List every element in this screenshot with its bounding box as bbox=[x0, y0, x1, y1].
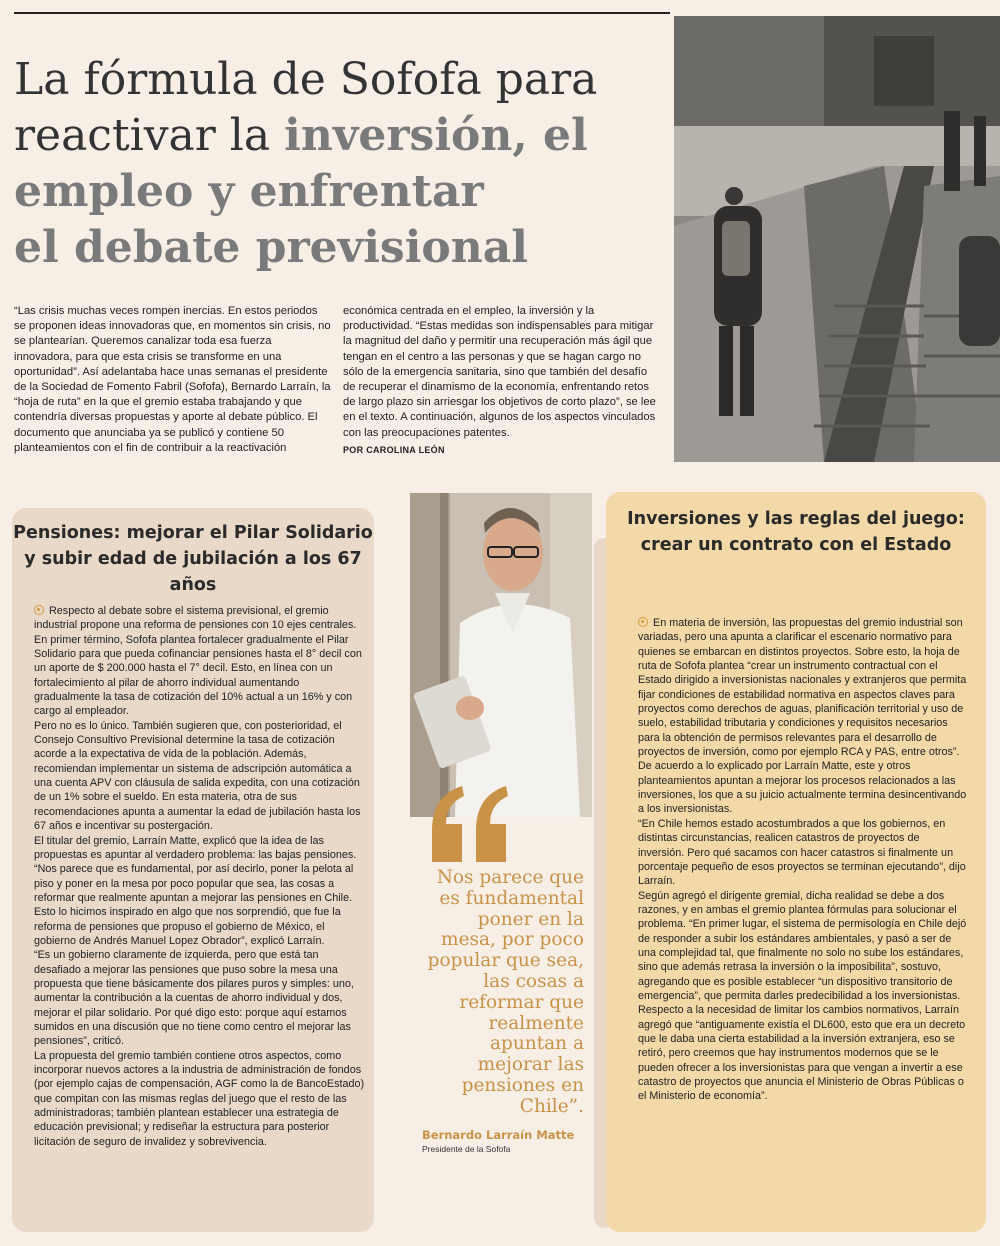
portrait-photo bbox=[410, 493, 592, 817]
pensiones-paragraph: La propuesta del gremio también contiene otros aspectos, como incorporar nuevos actores a la industria de administración de fondos (por ejemplo cajas de compensación, AGF como la de BancoEstado) que compitan con las mismas reglas del juego que el resto de las administradoras; también plantean establecer una estrategia de educación previsional; y rediseñar la estructura para posterior licitación de seguro de invalidez y sobrevivencia. bbox=[34, 1049, 365, 1148]
quote-marks-icon bbox=[424, 786, 514, 862]
pensiones-paragraph: “Es un gobierno claramente de izquierda, pero que está tan desafiado a mejorar las pensiones que puso sobre la mesa una propuesta que tiene básicamente dos pilares puros y simples: uno, aumentar la contribución a la cuentas de ahorro individual y dos, mejorar el pilar solidario. Por qué digo esto: porque aquí estamos sumidos en una discusión que no tiene como centro el mejorar las pensiones”, criticó. bbox=[34, 949, 354, 1048]
inversiones-paragraph: “En Chile hemos estado acostumbrados a que los gobiernos, en distintas circunstancias, realicen catastros de proyectos de inversión. Pero qué sacamos con hacer catastros si finalmente un porcentaje pequeño de esos proyectos se terminan ejecutando”, dijo Larraín. bbox=[638, 817, 966, 888]
headline-line2-bold: inversión, el bbox=[284, 110, 588, 161]
pull-quote: Nos parece que es fundamental poner en la mesa, por poco popular que sea, las cosas a reformar que realmente apuntan a mejorar las pensiones en Chile”. bbox=[427, 867, 584, 1117]
inversiones-title: Inversiones y las reglas del juego: crear un contrato con el Estado bbox=[627, 509, 965, 555]
lede-column-2 bbox=[343, 304, 661, 458]
headline bbox=[14, 52, 664, 276]
quote-role: Presidente de la Sofofa bbox=[422, 1144, 511, 1154]
quote-author: Bernardo Larraín Matte bbox=[422, 1128, 575, 1142]
inversiones-paragraph: Según agregó el dirigente gremial, dicha realidad se debe a dos razones, y en ambas el gremio plantea fórmulas para solucionar el problema. “En primer lugar, el sistema de permisología en Chile dejó de responder a subir los estándares ambientales, y pasó a ser de una complejidad tal, que finalmente no solo no sube los estándares, sino que además retrasa la inversión o la imposibilita”, sostuvo, agregando que es posible establecer “un dispositivo transitorio de emergencia”, que permita darles predecibilidad a los inversionistas. bbox=[638, 889, 967, 1002]
inversiones-paragraph bbox=[638, 616, 968, 759]
pensiones-paragraph-text: Respecto al debate sobre el sistema previsional, el gremio industrial propone una reforma de pensiones con 10 ejes centrales. En primer término, Sofofa plantea fortalecer gradualmente el Pilar Solidario para que pueda cofinanciar pensiones hasta el 8° decil con un aporte de $ 200.000 hasta el 7° decil. Esto, en línea con un fortalecimiento al pilar de ahorro individual aumentando gradualmente la tasa de cotización del 10% actual a un 16% y con cargo al empleador. bbox=[34, 605, 362, 718]
headline-line2-light: reactivar la bbox=[14, 110, 285, 161]
lede-column-1 bbox=[14, 304, 332, 456]
inversiones-paragraph: De acuerdo a lo explicado por Larraín Matte, este y otros planteamientos apuntan a mejorar los procesos relacionados a las inversiones, los que a su juicio actualmente termina desincentivando a los inversionistas. bbox=[638, 760, 967, 816]
pensiones-title: Pensiones: mejorar el Pilar Solidario y subir edad de jubilación a los 67 años bbox=[13, 523, 373, 595]
pensiones-paragraph: Pero no es lo único. También sugieren que, con posterioridad, el Consejo Consultivo Previsional determine la tasa de cotización acorde a la expectativa de vida de la población. Además, recomiendan implementar un sistema de adscripción automática a una cuenta APV con cláusula de salida expedita, con una cotización de un 1% sobre el sueldo. En esta materia, otra de sus recomendaciones apunta a aumentar la edad de jubilación hasta los 67 años e incentivar su postergación. bbox=[34, 719, 361, 833]
byline: POR CAROLINA LEÓN bbox=[343, 444, 445, 455]
bullet-icon bbox=[638, 617, 648, 627]
pensiones-paragraph bbox=[34, 604, 368, 719]
pensiones-body bbox=[34, 604, 368, 1149]
lede-text-2: económica centrada en el empleo, la inversión y la productividad. “Estas medidas son indispensables para mitigar la magnitud del daño y permitir una recuperación más ágil que tengan en el centro a las personas y que se hagan cargo no sólo de la emergencia sanitaria, sino que también del desafío de recuperar el dinamismo de la economía, enfrentando retos de largo plazo sin arriesgar los objetivos de corto plazo”, se lee en el texto. A continuación, algunos de los aspectos vinculados con las preocupaciones patentes. bbox=[343, 305, 656, 439]
pensiones-box bbox=[12, 508, 374, 1232]
top-rule bbox=[14, 12, 670, 14]
inversiones-body bbox=[638, 616, 968, 1104]
pensiones-paragraph: El titular del gremio, Larraín Matte, explicó que la idea de las propuestas es apuntar al verdadero problema: las bajas pensiones. bbox=[34, 834, 357, 861]
headline-line1: La fórmula de Sofofa para bbox=[14, 54, 598, 105]
inversiones-paragraph: Respecto a la necesidad de limitar los cambios normativos, Larraín agregó que “antiguamente existía el DL600, esto que era un decreto que le daba una cierta estabilidad a la inversión extranjera, eso se retiró, pero creemos que hay instrumentos modernos que se le pueden ofrecer a los inversionistas para que vengan a invertir a ese catastro de proyectos que anuncia el Ministerio de Obras Públicas o el Ministerio de economía”. bbox=[638, 1004, 966, 1103]
headline-line3: empleo y enfrentar bbox=[14, 166, 484, 217]
bullet-icon bbox=[34, 605, 44, 615]
inversiones-paragraph-text: En materia de inversión, las propuestas del gremio industrial son variadas, pero una apunta a clarificar el escenario normativo para quienes se embarcan en distintos proyectos. Sobre esto, la hoja de ruta de Sofofa plantea “crear un instrumento contractual con el Estado dirigido a inversionistas nacionales y extranjeros que permita fijar condiciones de estabilidad normativa en aspectos claves para proyectos como derechos de aguas, planificación territorial y uso de suelo, estabilidad tributaria y condiciones y requisitos necesarios para la obtención de permisos relevantes para el desarrollo de proyectos de inversión, como por ejemplo RCA y PAS, entre otros”. bbox=[638, 617, 967, 759]
lede-text-1: “Las crisis muchas veces rompen inercias. En estos periodos se proponen ideas innovadoras que, en momentos sin crisis, no se plantearían. Queremos canalizar toda esa fuerza innovadora, para que esta crisis se transforme en una oportunidad”. Así adelantaba hace unas semanas el presidente de la Sociedad de Fomento Fabril (Sofofa), Bernardo Larraín, la “hoja de ruta” en la que el gremio estaba trabajando y que contendría diversas propuestas y aporte al debate público. El documento que anunciaba ya se publicó y contiene 50 planteamientos con el fin de contribuir a la reactivación bbox=[14, 305, 331, 454]
inversiones-box bbox=[606, 492, 986, 1232]
headline-line4: el debate previsional bbox=[14, 222, 528, 273]
pensiones-paragraph: “Nos parece que es fundamental, por así decirlo, poner la pelota al piso y poner en la mesa por poco popular que sea, las cosas a reformar que realmente apuntan a mejorar las pensiones en Chile. Esto lo hicimos inspirado en algo que nos sorprendió, que fue la reforma de pensiones que propuso el gobierno de México, el gobierno de Andrés Manuel Lopez Obrador”, explicó Larraín. bbox=[34, 863, 354, 947]
street-escalator-photo bbox=[674, 16, 1000, 462]
